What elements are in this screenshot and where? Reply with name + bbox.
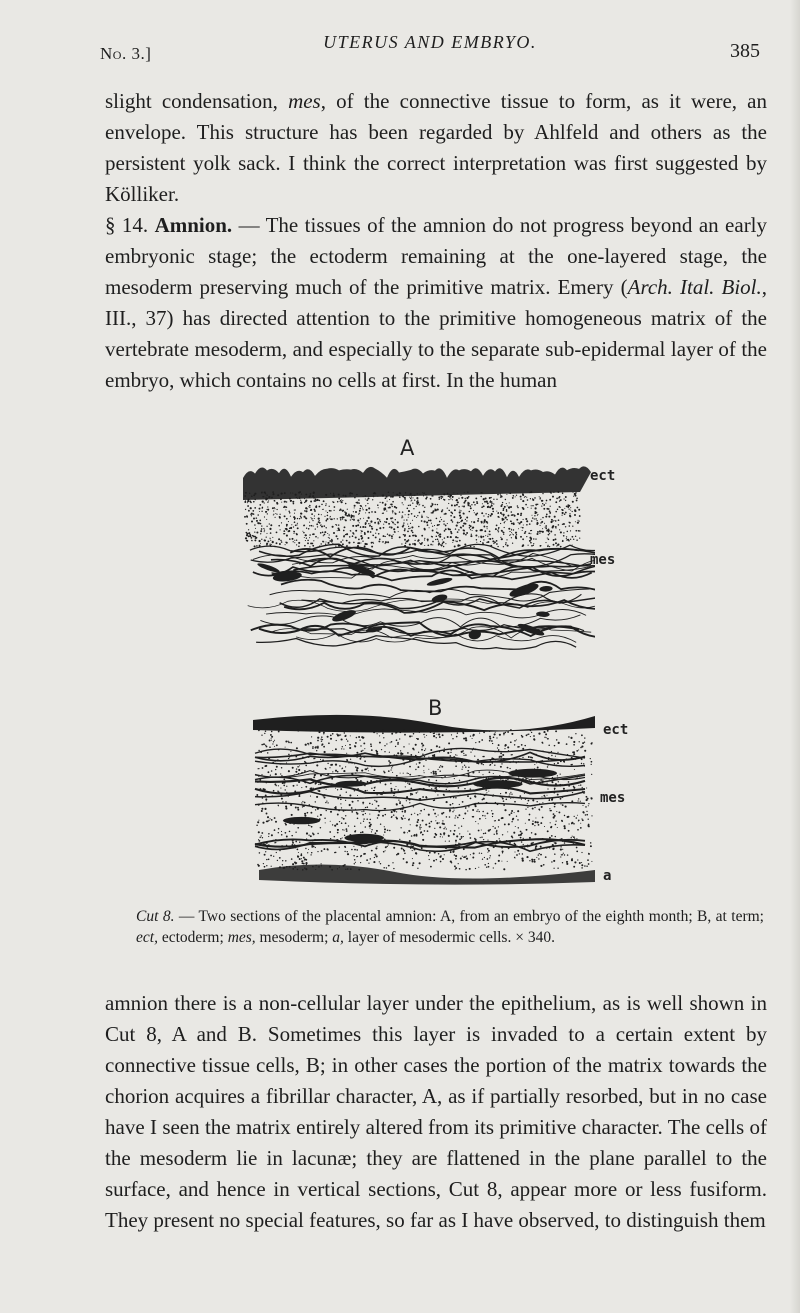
- abbr-mes: mes: [288, 89, 321, 113]
- label-a-mes: mes: [590, 552, 616, 568]
- running-title: UTERUS AND EMBRYO.: [323, 32, 537, 52]
- label-b-a: a: [603, 868, 612, 884]
- heading-dash: —: [232, 213, 266, 237]
- section-number: § 14.: [105, 213, 149, 237]
- figure-label-a: A: [400, 436, 415, 460]
- paragraph-amnion-continued: amnion there is a non-cellular layer under the epithelium, as is well shown in Cut 8, A and B. Sometimes this layer is invaded to a certain extent by connective tissue cells, B; in other cases the portion of the matrix towards the chorion acquires a fibrillar character, A, as if partially resorbed, but in no case have I seen the matrix entirely altered from its primitive character. The cells of the mesoderm lie in lacunæ; they are flattened in the plane parallel to the surface, and hence in vertical sections, Cut 8, appear more or less fusiform. They present no special features, so far as I have observed, to distinguish them: [105, 991, 767, 1232]
- issue-number: No. 3.]: [100, 44, 152, 63]
- body-text-top: [105, 86, 767, 396]
- section-b-drawing: [253, 715, 595, 885]
- section-a-drawing: [243, 466, 595, 649]
- citation-journal: Arch. Ital. Biol.: [627, 275, 762, 299]
- paragraph-body-start: The tissues of the amnion do not progress beyond an early embryonic stage; the ectoderm remaining at the one-layered stage, the mesoderm preserving much of the primitive matrix. Emery (: [105, 213, 768, 299]
- figure-caption: Cut 8. — Two sections of the placental amnion: A, from an embryo of the eighth month; B, at term; ect, ectoderm; mes, mesoderm; a, layer of mesodermic cells. × 340.: [136, 908, 764, 946]
- running-header: [100, 30, 760, 66]
- paragraph-amnion: [105, 210, 767, 396]
- caption-label: Cut 8.: [136, 908, 175, 925]
- figure-label-b: B: [428, 696, 443, 720]
- body-text-bottom: [105, 988, 767, 1236]
- histology-illustration: [235, 430, 595, 900]
- page-number: 385: [730, 40, 760, 62]
- label-a-ect: ect: [590, 468, 616, 484]
- figure-cut-8: [235, 430, 635, 900]
- label-b-mes: mes: [600, 790, 626, 806]
- section-heading: Amnion.: [154, 213, 233, 237]
- page-edge-shadow: [790, 0, 800, 1313]
- paragraph-body-end: , III., 37) has directed attention to the primitive homogeneous matrix of the vertebrate mesoderm, and especially to the separate sub-epidermal layer of the embryo, which contains no cells at first. In the human: [105, 275, 767, 392]
- label-b-ect: ect: [603, 722, 629, 738]
- paragraph-continued: slight condensation, mes, of the connective tissue to form, as it were, an envelope. This structure has been regarded by Ahlfeld and others as the persistent yolk sack. I think the correct interpretation was first suggested by Kölliker.: [105, 89, 767, 206]
